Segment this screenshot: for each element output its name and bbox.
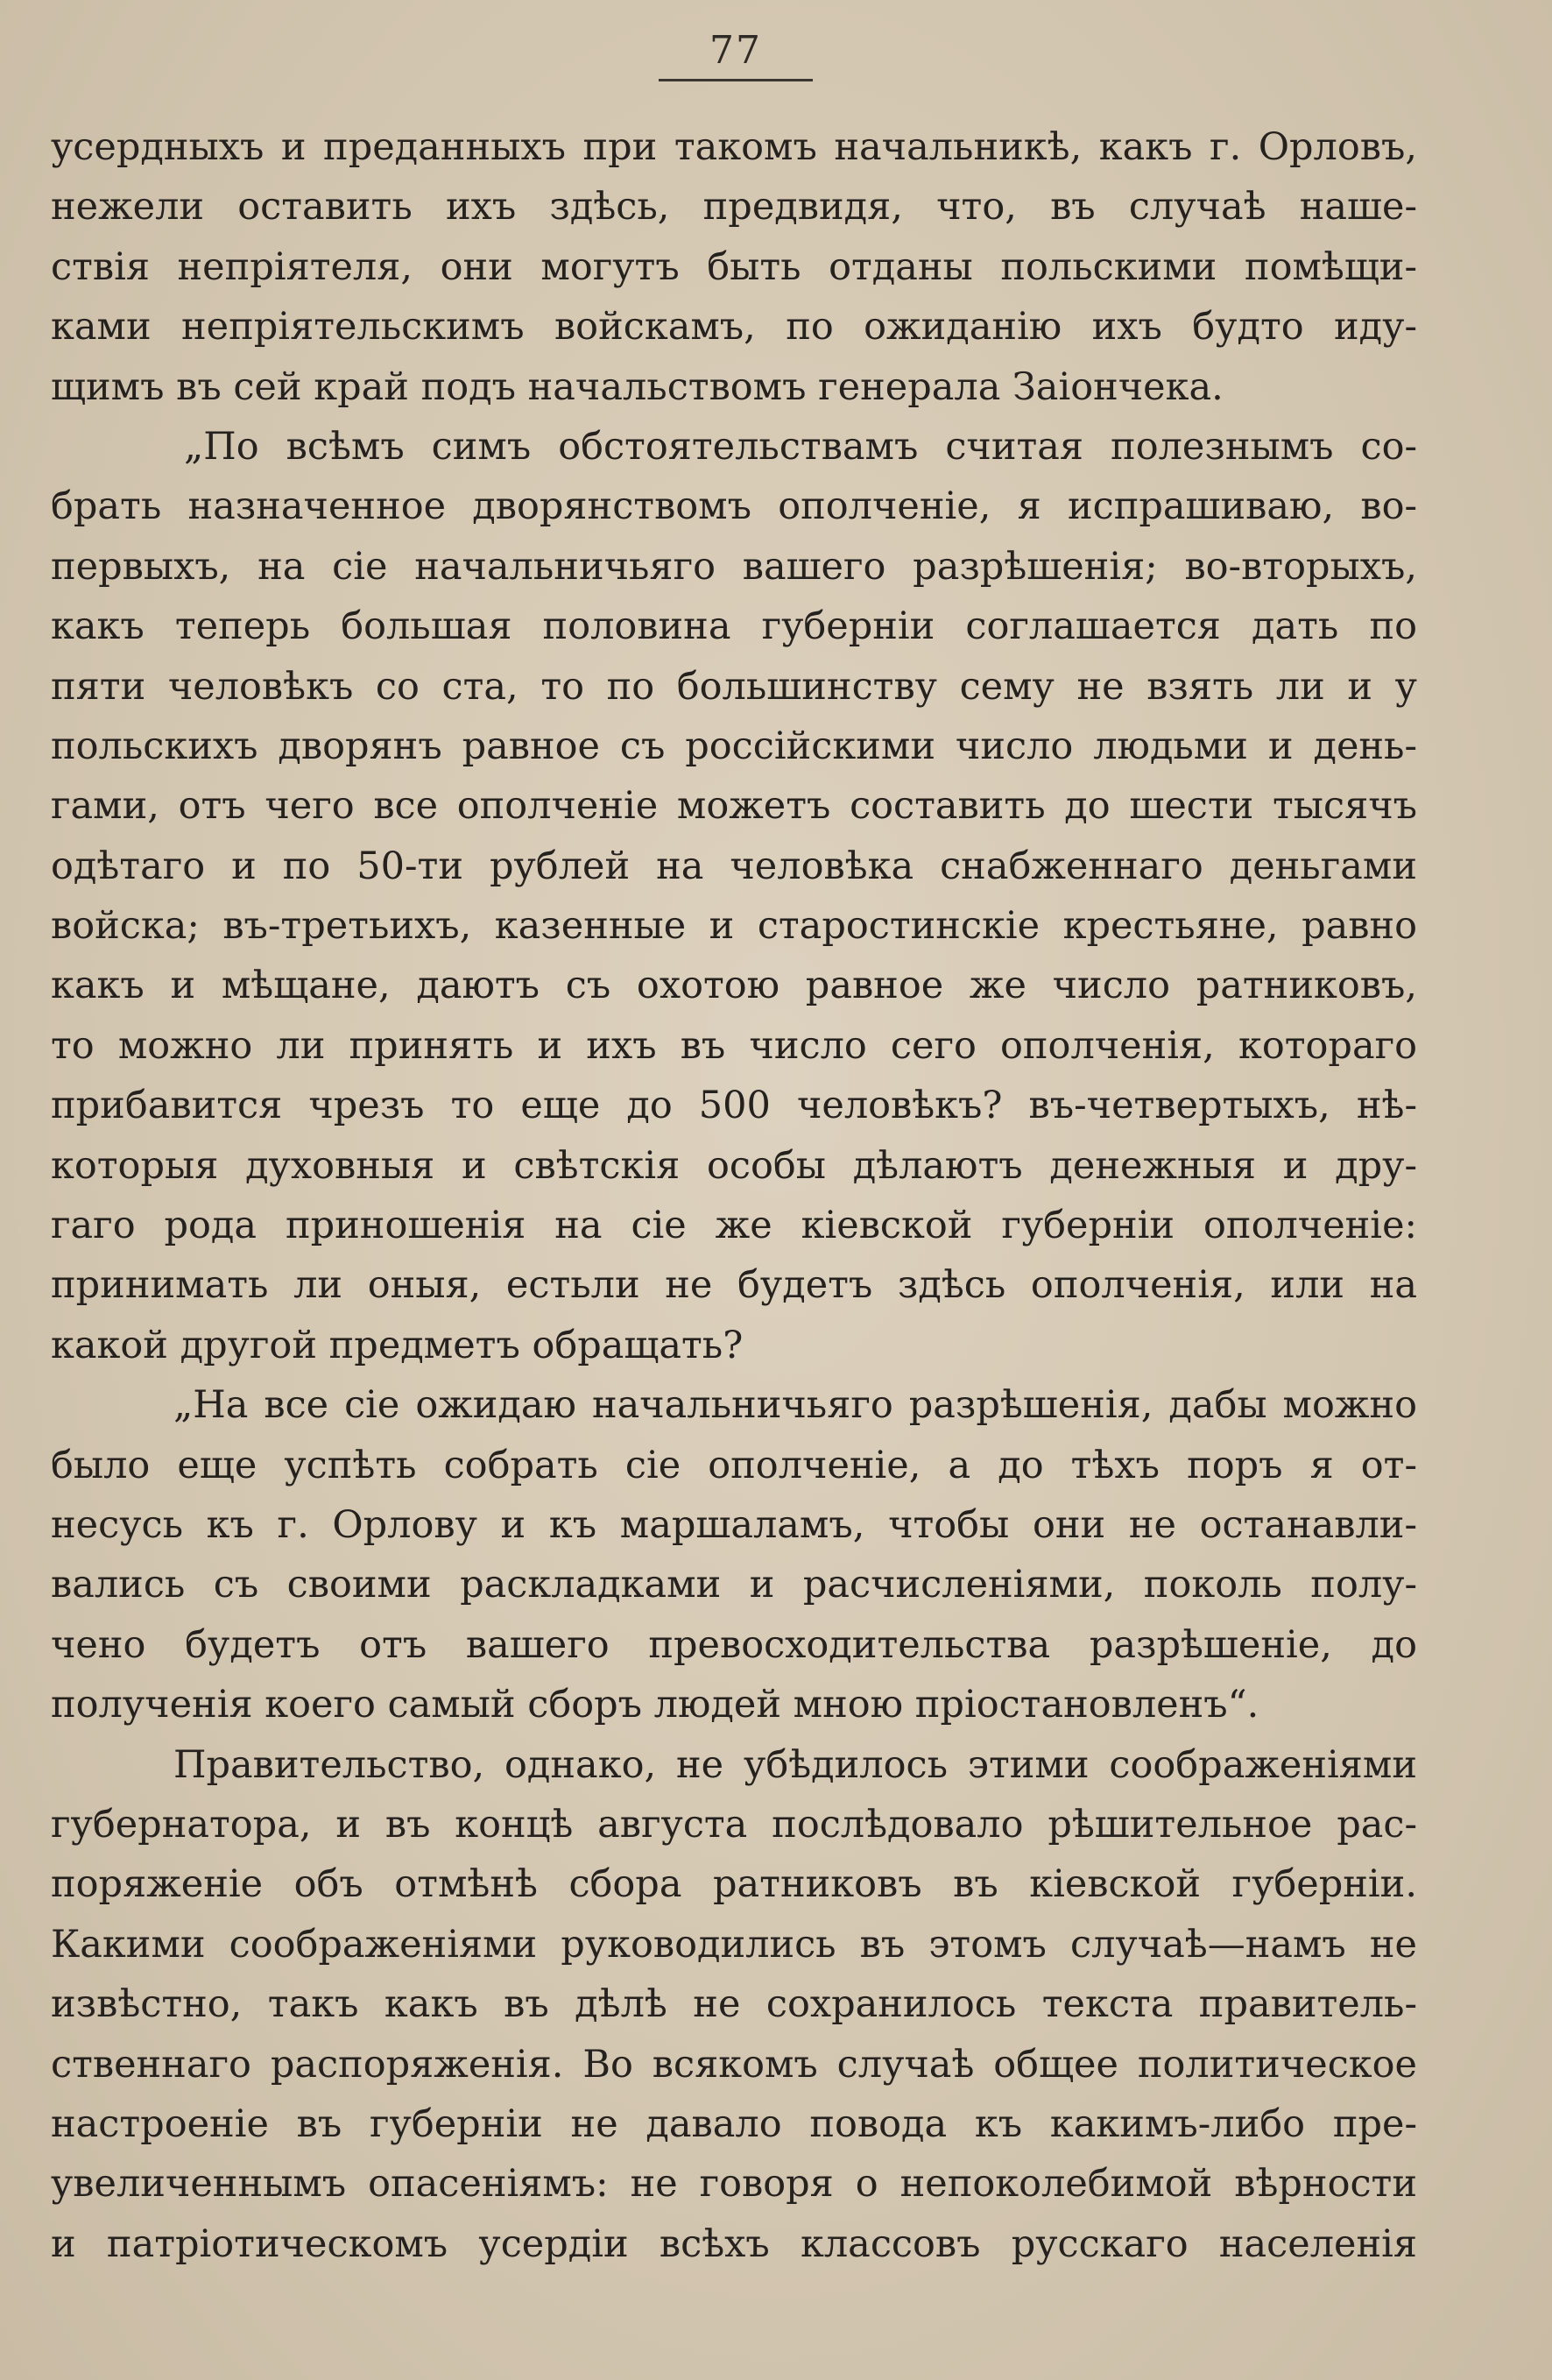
text-line: гаго рода приношенія на сіе же кіевской губерніи ополченіе:	[51, 1204, 1417, 1248]
text-line: вались съ своими раскладками и расчисленіями, поколь полу-	[51, 1563, 1417, 1607]
text-line: ками непріятельскимъ войскамъ, по ожиданію ихъ будто иду-	[51, 305, 1417, 350]
text-line: „По всѣмъ симъ обстоятельствамъ считая полезнымъ со-	[184, 424, 1417, 469]
text-line: ственнаго распоряженія. Во всякомъ случаѣ общее политическое	[51, 2042, 1417, 2087]
text-line: было еще успѣть собрать сіе ополченіе, а до тѣхъ поръ я от-	[51, 1443, 1417, 1487]
text-line: которыя духовныя и свѣтскія особы дѣлаютъ денежныя и дру-	[51, 1143, 1417, 1188]
text-line: войска; въ-третьихъ, казенные и старостинскіе крестьяне, равно	[51, 904, 1417, 949]
text-line: одѣтаго и по 50-ти рублей на человѣка снабженнаго деньгами	[51, 844, 1417, 888]
text-line: извѣстно, такъ какъ въ дѣлѣ не сохранилось текста правитель-	[51, 1982, 1417, 2027]
text-line: какой другой предметъ обращать?	[51, 1323, 744, 1367]
text-line: „На все сіе ожидаю начальничьяго разрѣшенія, дабы можно	[173, 1383, 1417, 1428]
text-line: то можно ли принять и ихъ въ число сего ополченія, котораго	[51, 1023, 1417, 1068]
text-line: чено будетъ отъ вашего превосходительства разрѣшеніе, до	[51, 1622, 1417, 1667]
text-line: несусь къ г. Орлову и къ маршаламъ, чтобы они не останавли-	[51, 1502, 1417, 1547]
text-line: польскихъ дворянъ равное съ россійскими число людьми и день-	[51, 724, 1417, 768]
text-line: настроеніе въ губерніи не давало повода къ какимъ-либо пре-	[51, 2101, 1417, 2146]
text-line: увеличеннымъ опасеніямъ: не говоря о непоколебимой вѣрности	[51, 2162, 1417, 2207]
text-line: какъ теперь большая половина губерніи соглашается дать по	[51, 604, 1417, 649]
header-rule	[659, 79, 813, 81]
text-line: какъ и мѣщане, даютъ съ охотою равное же число ратниковъ,	[51, 964, 1417, 1008]
text-line: прибавится чрезъ то еще до 500 человѣкъ? въ-четвертыхъ, нѣ-	[51, 1084, 1417, 1128]
text-line: усердныхъ и преданныхъ при такомъ начальникѣ, какъ г. Орловъ,	[51, 125, 1417, 169]
text-line: губернатора, и въ концѣ августа послѣдовало рѣшительное рас-	[51, 1802, 1417, 1847]
text-line: щимъ въ сей край подъ начальствомъ генерала Заіончека.	[51, 364, 1224, 409]
text-line: первыхъ, на сіе начальничьяго вашего разрѣшенія; во-вторыхъ,	[51, 544, 1417, 589]
text-line: и патріотическомъ усердіи всѣхъ классовъ русскаго населенія	[51, 2221, 1417, 2266]
text-line: брать назначенное дворянствомъ ополченіе, я испрашиваю, во-	[51, 484, 1417, 529]
text-line: гами, отъ чего все ополченіе можетъ составить до шести тысячъ	[51, 784, 1417, 829]
text-line: нежели оставить ихъ здѣсь, предвидя, что, въ случаѣ наше-	[51, 185, 1417, 230]
text-line: ствія непріятеля, они могутъ быть отданы польскими помѣщи-	[51, 244, 1417, 289]
body-text	[51, 117, 1417, 2274]
text-line: пяти человѣкъ со ста, то по большинству сему не взять ли и у	[51, 664, 1417, 709]
text-line: Какими соображеніями руководились въ этомъ случаѣ—намъ не	[51, 1922, 1417, 1967]
text-line: Правительство, однако, не убѣдилось этими соображеніями	[173, 1742, 1417, 1787]
text-line: поряженіе объ отмѣнѣ сбора ратниковъ въ кіевской губерніи.	[51, 1862, 1417, 1907]
page-number: 77	[709, 28, 762, 73]
text-line: полученія коего самый сборъ людей мною пріостановленъ“.	[51, 1683, 1259, 1727]
text-line: принимать ли оныя, естьли не будетъ здѣсь ополченія, или на	[51, 1263, 1417, 1308]
